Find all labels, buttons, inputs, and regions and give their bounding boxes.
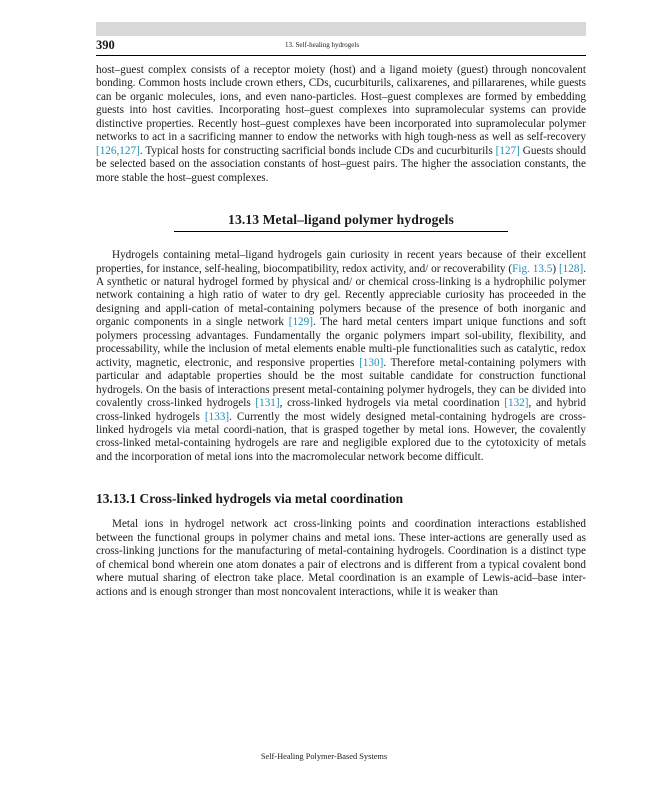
citation-link[interactable]: [126,127] [96,144,140,157]
text-run: . Typical hosts for constructing sacrificial bonds include CDs and cucurbiturils [139,144,496,157]
subsection-title: 13.13.1 Cross-linked hydrogels via metal coordination [96,491,404,507]
text-run: Metal ions in hydrogel network act cross-linking points and coordination interactions established between the functional groups in polymer chains and metal ions. These inter-actions are generally used as cross-linking junctions for the manufacturing of metal-containing hydrogels. Coordination is a distinct type of chemical bond wherein one atom donates a pair of electrons and is different from a typical covalent bond where mutual sharing of electron take place. Metal coordination is an example of Lewis-acid–base inter-actions and is enough stronger than most noncovalent interactions, while it is weaker than [96,518,586,598]
citation-link[interactable]: [130] [359,356,384,369]
section-heading-wrap [96,211,586,232]
text-run: . Currently the most widely designed metal-containing hydrogels are cross-linked hydrogels via metal coordi-nation, that is grasped together by metal ions. However, the covalently cross-linked metal-containing hydrogels are rare and negligible explored due to the cytotoxicity of metals and the incorporation of metal ions into the macromolecular network become difficult. [96,410,586,463]
citation-link[interactable]: [132] [504,397,529,410]
citation-link[interactable]: Fig. 13.5 [512,262,553,275]
text-run: . Therefore metal-containing polymers with particular and adaptable properties should be the most suitable candidate for construction functional hydrogels. On the basis of interactions present metal-containing polymer hydrogels, they can be divided into covalently cross-linked hydrogels [96,356,587,410]
text-run: . The hard metal centers impart unique functions and soft polymers processing advantages. Fundamentally the organic polymers impart sol-ubility, flexibility, and processability, while the inclusion of metal elements enable multi-ple functionalities such as catalytic, redox activity, magnetic, electronic, and responsive properties [96,316,586,369]
text-run: , cross-linked hydrogels via metal coordination [279,397,505,410]
citation-link[interactable]: [129] [288,316,313,329]
text-run: ) [552,262,559,275]
text-run: Hydrogels containing metal–ligand hydrogels gain curiosity in recent years because of their excellent properties, for instance, self-healing, biocompatibility, redox activity, and/ or recoverability ( [96,249,586,275]
text-run: host–guest complex consists of a receptor moiety (host) and a ligand moiety (guest) through noncovalent bonding. Common hosts include crown ethers, CDs, cucurbiturils, calixarenes, and pillararenes, while guests can be organic molecules, ions, and even nano-particles. Host–guest complexes are formed by embedding guests into host cavities. Incorporating host–guest complexes into supramolecular systems can provide distinctive properties. Recently host–guest complexes have been incorporated into supramolecular polymer networks to act in a sacrificing manner to endow the networks with high tough-ness as well as self-recovery [96,64,586,144]
running-header [96,37,586,56]
text-run: Guests should be selected based on the association constants of host–guest pairs. The higher the association constants, the more stable the host–guest complexes. [96,144,586,184]
section-title: 13.13 Metal–ligand polymer hydrogels [174,212,508,232]
subsection-paragraph [96,518,586,599]
footer: Self-Healing Polymer-Based Systems [260,752,388,761]
header-bar [96,22,586,36]
citation-link[interactable]: [127] [495,144,520,157]
text-run: , and hybrid cross-linked hydrogels [96,397,586,423]
running-head: 13. Self-healing hydrogels [285,41,360,49]
citation-link[interactable]: [133] [204,410,230,423]
intro-paragraph [96,64,586,185]
citation-link[interactable]: [131] [255,397,280,410]
page-number: 390 [96,38,115,52]
page [96,22,586,599]
text-run: . A synthetic or natural hydrogel formed by physical and/ or chemical cross-linking is a hydrophilic polymer network containing a high ratio of water to dry gel. Recently appreciable curiosity has proceeded in the designing and appli-cation of metal-containing polymers because of the presence of both inorganic and organic components in a single network [96,262,586,329]
citation-link[interactable]: [128] [558,262,584,275]
section-paragraph [96,249,586,464]
